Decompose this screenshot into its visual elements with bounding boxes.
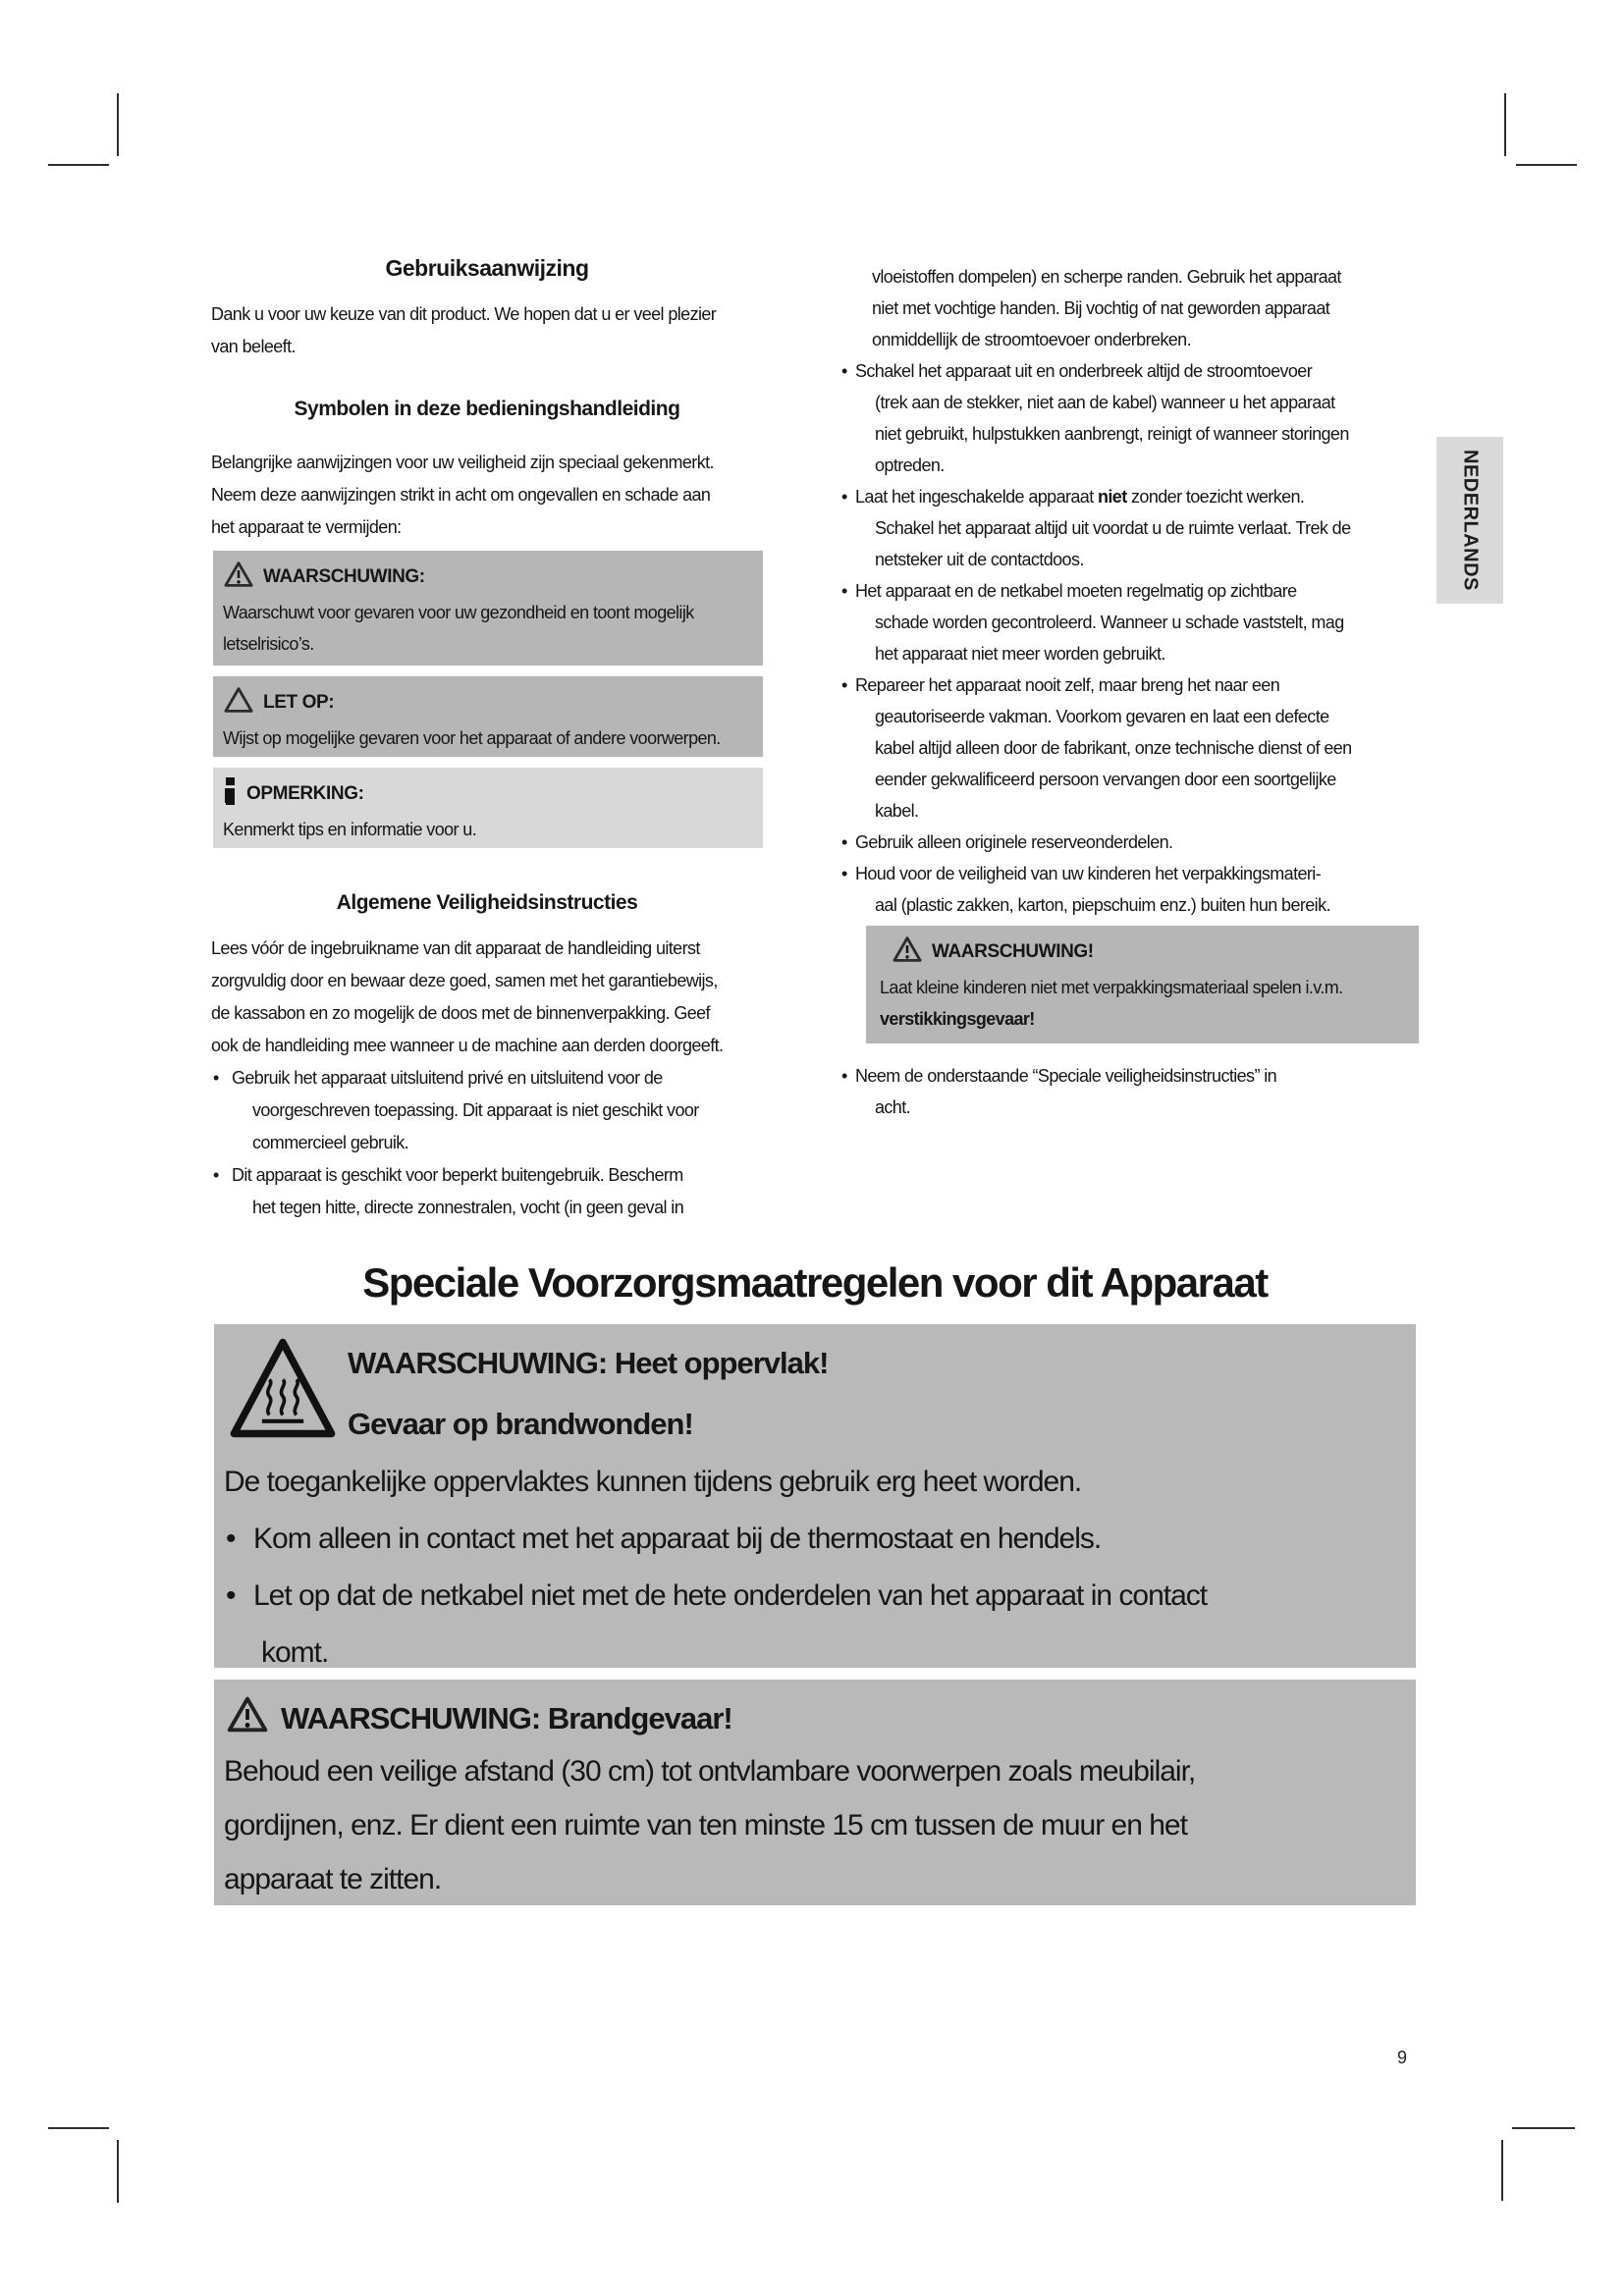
caution-symbol-box [213,676,763,757]
list-item [839,827,1429,858]
continuation-paragraph: vloeistoffen dompelen) en scherpe randen. Gebruik het apparaat niet met vochtige handen. Bij vochtig of nat geworden apparaat onmiddellijk de stroomtoevoer onderbreken. [872,267,1341,349]
crop-mark [1516,164,1577,166]
caution-box-title: LET OP: [263,692,335,713]
language-tab-label: NEDERLANDS [1459,450,1482,591]
note-symbol-box [213,768,763,848]
list-item [839,355,1429,481]
bullet-icon: • [841,361,847,381]
crop-mark [48,2127,109,2129]
bullet-icon: • [841,832,847,852]
crop-mark [48,164,109,166]
bullet-text: Gebruik het apparaat uitsluitend privé en uitsluitend voor de voorgeschreven toepassing. Dit apparaat is niet geschikt voor commercieel gebruik. [232,1068,699,1152]
symbols-heading: Symbolen in deze bedieningshandleiding [294,398,680,420]
bullet-icon: • [841,487,847,507]
bullet-text: Dit apparaat is geschikt voor beperkt buitengebruik. Bescherm het tegen hitte, directe zonnestralen, vocht (in geen geval in [232,1165,684,1217]
list-item [839,669,1429,827]
fire-warning-title: WAARSCHUWING: Brandgevaar! [281,1700,732,1735]
symbols-intro: Belangrijke aanwijzingen voor uw veiligheid zijn speciaal gekenmerkt. Neem deze aanwijzingen strikt in acht om ongevallen en schade aan het apparaat te vermijden: [211,453,714,537]
info-i-icon [223,777,238,811]
crop-mark [117,2140,119,2203]
hot-surface-warning-box [214,1324,1416,1668]
warning-triangle-icon [892,935,923,969]
bullet-text: Neem de onderstaande “Speciale veiligheidsinstructies” in acht. [855,1066,1277,1117]
fire-warning-box [214,1680,1416,1905]
page-number: 9 [1396,2048,1407,2067]
warning-box-titlerow [223,561,749,594]
bullet-icon: • [226,1522,236,1555]
language-tab [1436,437,1503,604]
safety-list [839,355,1429,921]
list-item [839,858,1429,921]
packaging-warning-titlerow [880,935,1405,969]
bullet-text: Repareer het apparaat nooit zelf, maar breng het naar een geautoriseerde vakman. Voorkom gevaren en laat een defecte kabel altijd alleen door de fabrikant, onze technische dienst of een eender gekwalificeerd persoon vervangen door een soortgelijke kabel. [855,675,1352,821]
warning-triangle-icon [226,1695,269,1741]
packaging-warning-box [866,926,1419,1043]
burn-danger-title: Gevaar op brandwonden! [348,1407,693,1441]
warning-box-text: Waarschuwt voor gevaren voor uw gezondheid en toont mogelijk letselrisico’s. [223,603,694,654]
crop-mark [1504,93,1506,156]
hot-surface-text: De toegankelijke oppervlaktes kunnen tijdens gebruik erg heet worden. [224,1466,1082,1498]
general-safety-heading: Algemene Veiligheidsinstructies [336,891,638,914]
bullet-text: Het apparaat en de netkabel moeten regelmatig op zichtbare schade worden gecontroleerd. Wanneer u schade vaststelt, mag het apparaat niet meer worden gebruikt. [855,581,1344,664]
warning-triangle-icon [223,561,254,594]
warning-box-title: WAARSCHUWING: [263,566,425,587]
crop-mark [117,93,119,156]
bullet-text: Schakel het apparaat uit en onderbreek altijd de stroomtoevoer (trek aan de stekker, niet aan de kabel) wanneer u het apparaat niet gebruikt, hulpstukken aanbrengt, reinigt of wanneer storingen optreden. [855,361,1349,475]
bullet-icon: • [213,1165,219,1185]
list-item [211,1159,781,1224]
final-note-list [839,1060,1429,1123]
fire-warning-titlerow [226,1695,732,1741]
packaging-warning-text: Laat kleine kinderen niet met verpakkingsmateriaal spelen i.v.m. verstikkingsgevaar! [880,978,1343,1029]
bullet-icon: • [841,581,847,601]
bullet-icon: • [213,1068,219,1088]
list-item [839,575,1429,669]
bullet-text: Gebruik alleen originele reserveonderdelen. [855,832,1173,852]
note-box-titlerow [223,777,749,811]
note-box-text: Kenmerkt tips en informatie voor u. [223,820,477,839]
crop-mark [1501,2140,1503,2201]
bullet-text: Let op dat de netkabel niet met de hete onderdelen van het apparaat in contact komt. [253,1579,1208,1669]
hot-surface-title: WAARSCHUWING: Heet oppervlak! [348,1346,829,1380]
hot-surface-list [216,1511,1408,1682]
bullet-text: Laat het ingeschakelde apparaat niet zonder toezicht werken. Schakel het apparaat altijd uit voordat u de ruimte verlaat. Trek de netsteker uit de contactdoos. [855,487,1351,569]
list-item [839,481,1429,575]
list-item [211,1062,781,1159]
bullet-icon: • [841,675,847,695]
warning-symbol-box [213,551,763,666]
list-item [216,1511,1408,1568]
special-heading: Speciale Voorzorgsmaatregelen voor dit Apparaat [362,1259,1268,1306]
bullet-icon: • [226,1579,236,1612]
bullet-icon: • [841,1066,847,1086]
note-box-title: OPMERKING: [246,783,364,804]
general-safety-intro: Lees vóór de ingebruikname van dit apparaat de handleiding uiterst zorgvuldig door en bewaar deze goed, samen met het garantiebewijs, de kassabon en zo mogelijk de doos met de binnenverpakking. Geef ook de handleiding mee wanneer u de machine aan derden doorgeeft. [211,938,724,1055]
intro-paragraph: Dank u voor uw keuze van dit product. We hopen dat u er veel plezier van beleeft. [211,304,717,356]
triangle-icon [223,686,254,720]
list-item [839,1060,1429,1123]
page-title: Gebruiksaanwijzing [385,255,589,281]
bullet-text: Kom alleen in contact met het apparaat bij de thermostaat en hendels. [253,1522,1102,1555]
hot-surface-icon [228,1336,338,1445]
bullet-icon: • [841,864,847,883]
caution-box-titlerow [223,686,749,720]
crop-mark [1512,2127,1575,2129]
caution-box-text: Wijst op mogelijke gevaren voor het apparaat of andere voorwerpen. [223,728,721,748]
general-safety-list [211,1062,781,1224]
list-item [216,1568,1408,1682]
packaging-warning-title: WAARSCHUWING! [932,941,1094,962]
bullet-text: Houd voor de veiligheid van uw kinderen het verpakkingsmateri- aal (plastic zakken, karton, piepschuim enz.) buiten hun bereik. [855,864,1330,915]
fire-warning-text: Behoud een veilige afstand (30 cm) tot ontvlambare voorwerpen zoals meubilair, gordijnen, enz. Er dient een ruimte van ten minste 15 cm tussen de muur en het apparaat te zitten. [224,1755,1196,1896]
